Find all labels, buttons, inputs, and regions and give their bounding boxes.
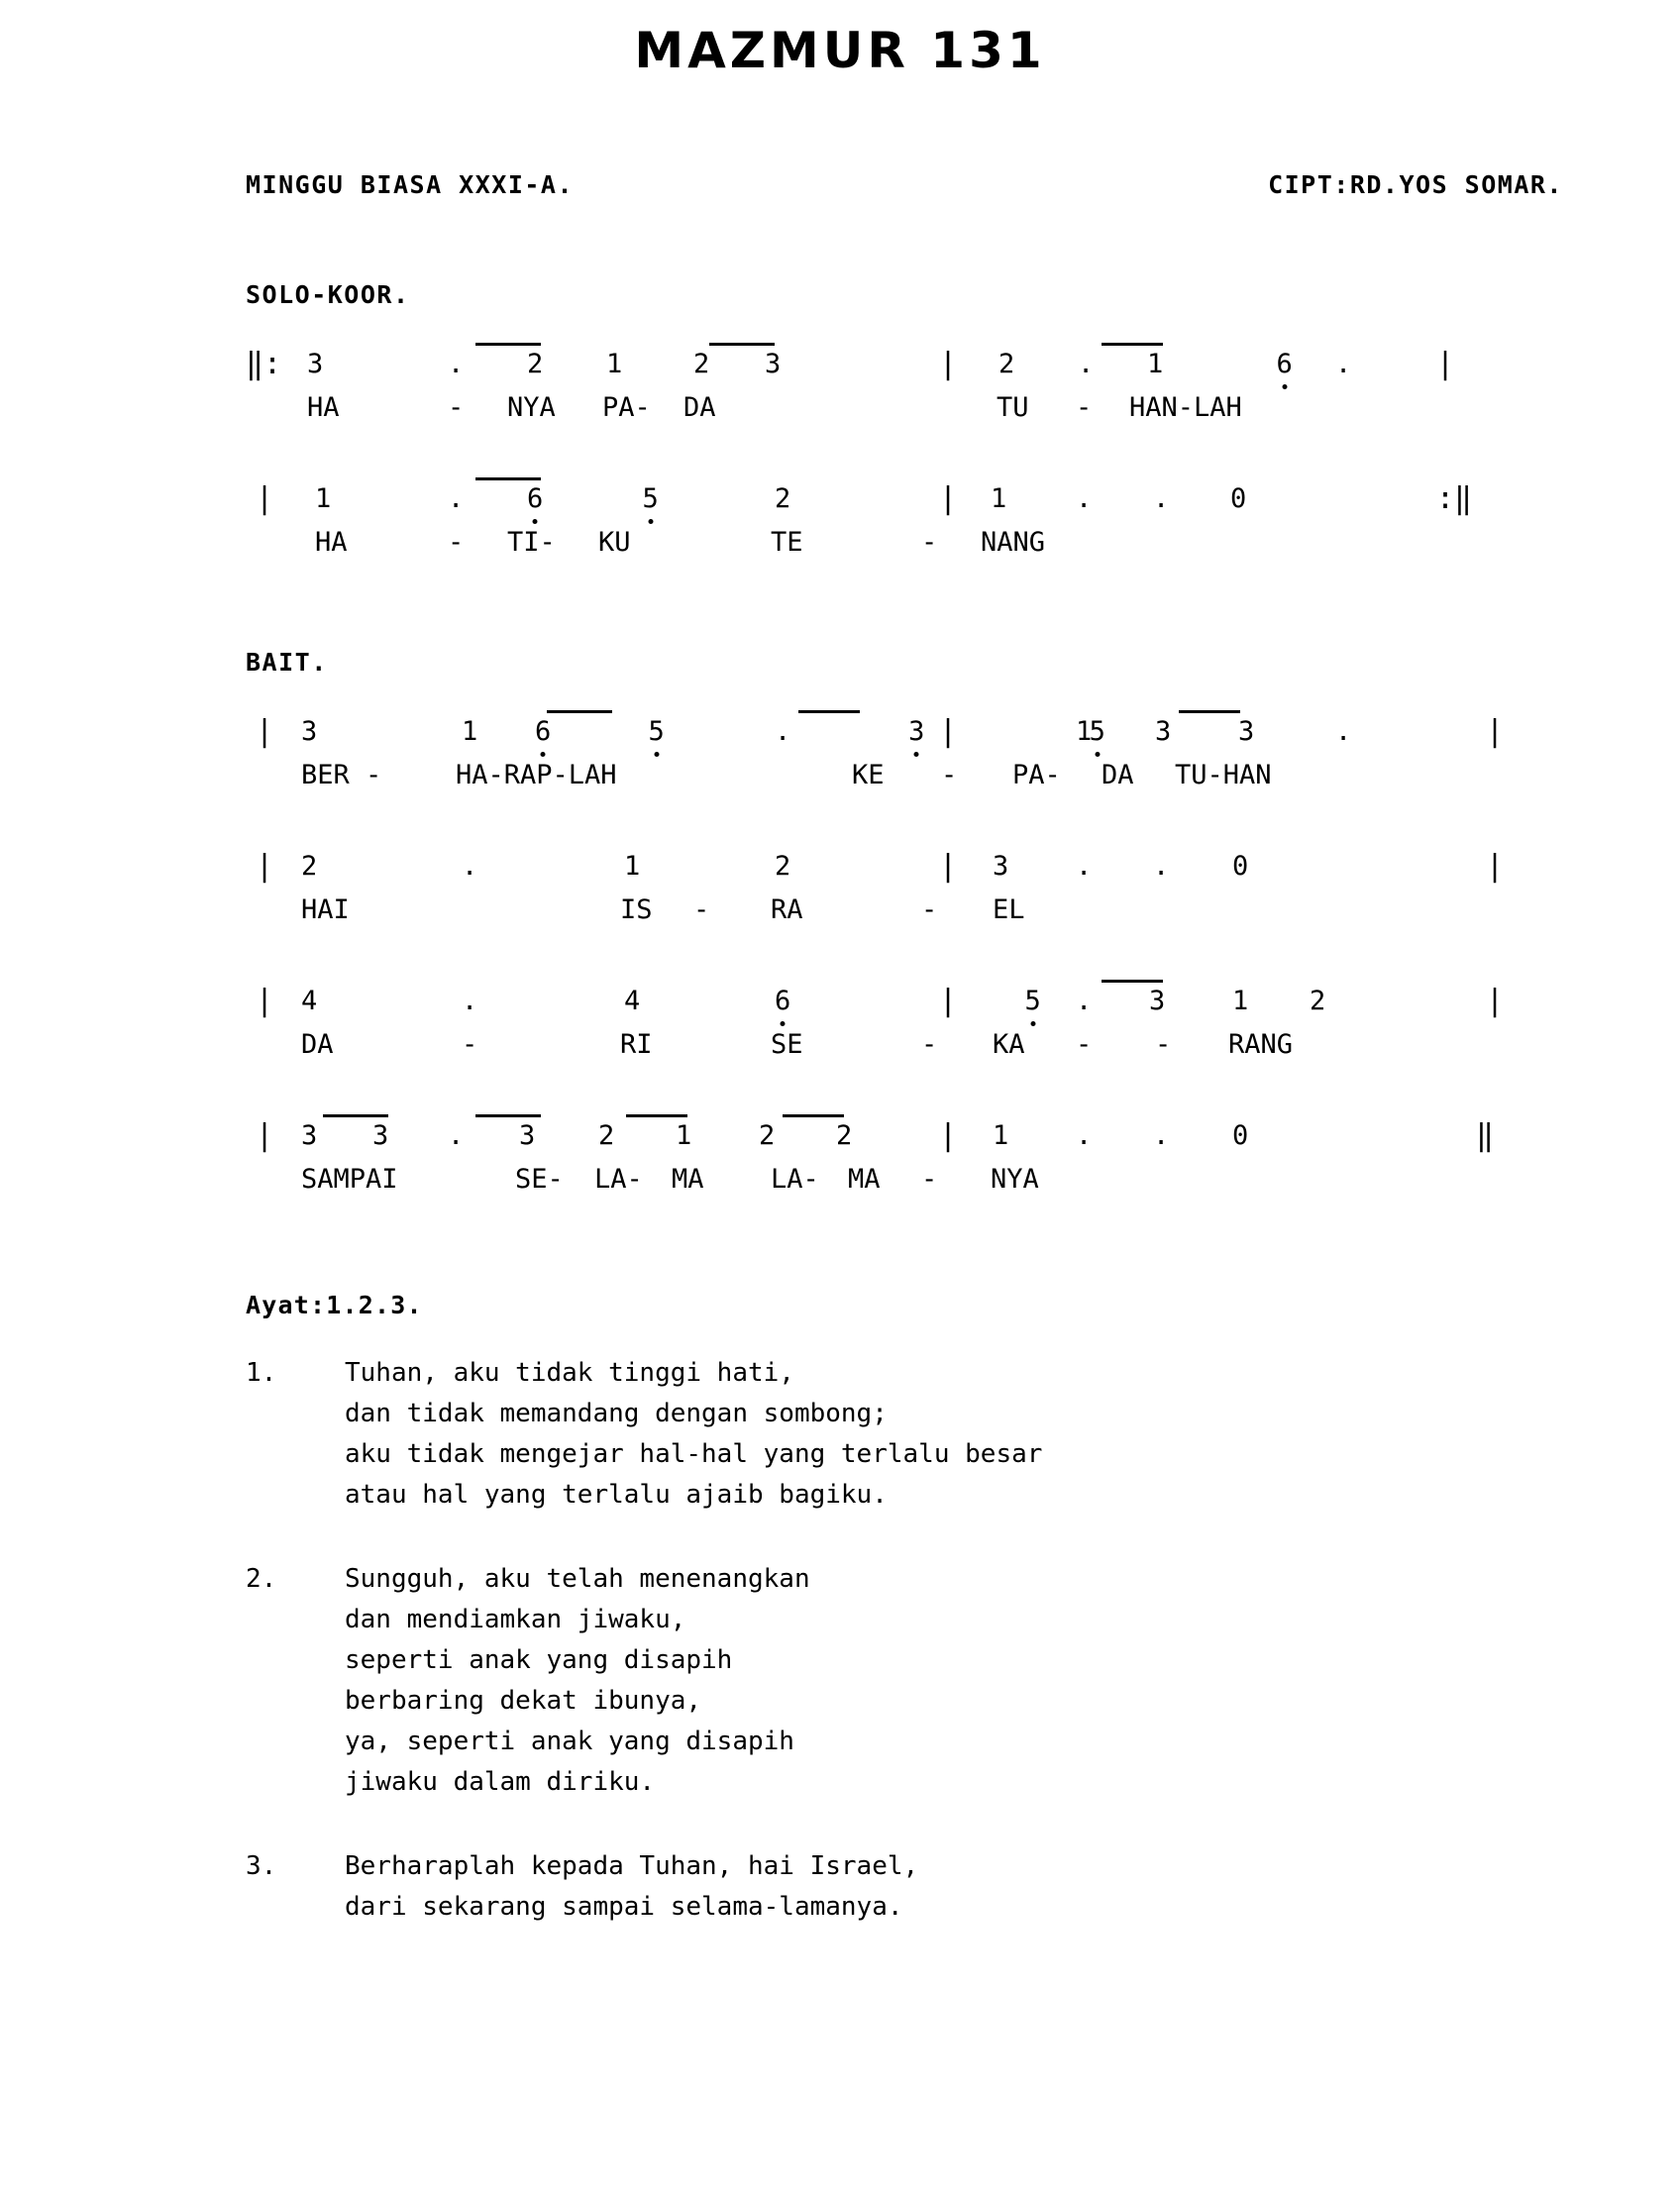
note: 3 bbox=[519, 1120, 536, 1151]
lyric: EL bbox=[993, 894, 1025, 925]
barline-start: ‖: bbox=[246, 347, 282, 381]
notes-row bbox=[0, 986, 1680, 1025]
note: 3 bbox=[1238, 716, 1255, 747]
note: 3 bbox=[301, 716, 318, 747]
verse-number: 1. bbox=[246, 1358, 277, 1388]
lyrics-row bbox=[0, 760, 1680, 799]
note: 5 bbox=[1025, 986, 1041, 1017]
lyric: SAMPAI bbox=[301, 1164, 398, 1195]
barline-end: ‖ bbox=[1476, 1118, 1495, 1153]
lyric: KU bbox=[598, 527, 631, 558]
composer-credit: CIPT:RD.YOS SOMAR. bbox=[1268, 170, 1563, 199]
verses-list bbox=[0, 1353, 1680, 1928]
stave-bait-line-1 bbox=[0, 716, 1680, 811]
lyrics-row bbox=[0, 392, 1680, 432]
lyric: RA bbox=[771, 894, 803, 925]
lyric: PA- bbox=[1012, 760, 1061, 790]
barline-end: | bbox=[1486, 984, 1505, 1018]
lyric: KA bbox=[993, 1029, 1025, 1060]
notes-row bbox=[0, 1120, 1680, 1160]
lyric: LA- bbox=[771, 1164, 819, 1195]
lyric: HA bbox=[307, 392, 340, 423]
note: 1 bbox=[606, 349, 623, 379]
barline-start: | bbox=[256, 481, 274, 516]
note: 1 bbox=[676, 1120, 692, 1151]
note: 6 bbox=[1277, 349, 1293, 380]
note: 2 bbox=[775, 483, 791, 514]
note: . bbox=[1076, 986, 1093, 1016]
lyric: - bbox=[448, 527, 465, 558]
stave-bait-line-4 bbox=[0, 1120, 1680, 1215]
note: 0 bbox=[1232, 851, 1249, 882]
note: . bbox=[1153, 1120, 1170, 1151]
note: . bbox=[448, 483, 465, 514]
note: 2 bbox=[527, 349, 544, 379]
note: 2 bbox=[693, 349, 710, 379]
lyric: TI- bbox=[507, 527, 556, 558]
note: 6 bbox=[527, 483, 543, 515]
note: . bbox=[775, 716, 791, 747]
note: 3 bbox=[1149, 986, 1166, 1016]
note: 3 bbox=[908, 716, 924, 748]
note: 1 bbox=[462, 716, 478, 747]
lyric: TU bbox=[997, 392, 1029, 423]
lyric: NANG bbox=[981, 527, 1046, 558]
note: 5 bbox=[649, 716, 665, 748]
barline-mid: | bbox=[939, 984, 958, 1018]
verse-line: atau hal yang terlalu ajaib bagiku. bbox=[345, 1480, 888, 1510]
page-title: MAZMUR 131 bbox=[634, 22, 1046, 79]
note: . bbox=[1076, 483, 1093, 514]
lyric: TE bbox=[771, 527, 803, 558]
barline-mid: | bbox=[939, 1118, 958, 1153]
section-label-bait: BAIT. bbox=[246, 648, 328, 677]
note: 2 bbox=[1310, 986, 1326, 1016]
verse-item bbox=[246, 1353, 1680, 1516]
lyric: - bbox=[462, 1029, 478, 1060]
barline-end: :‖ bbox=[1436, 481, 1473, 516]
lyrics-row bbox=[0, 1029, 1680, 1069]
note: 3 bbox=[993, 851, 1009, 882]
lyric: PA- bbox=[602, 392, 651, 423]
note: . bbox=[448, 349, 465, 379]
barline-start: | bbox=[256, 714, 274, 749]
stave-solo-line-1 bbox=[0, 349, 1680, 444]
verse-item bbox=[246, 1846, 1680, 1928]
note: 2 bbox=[301, 851, 318, 882]
lyrics-row bbox=[0, 527, 1680, 567]
song-sheet-page bbox=[0, 22, 1680, 2201]
note: 3 bbox=[1155, 716, 1172, 747]
note: 2 bbox=[775, 851, 791, 882]
note: . bbox=[1076, 851, 1093, 882]
note: . bbox=[462, 986, 478, 1016]
barline-mid: | bbox=[939, 481, 958, 516]
note: . bbox=[1153, 851, 1170, 882]
lyric: NYA bbox=[507, 392, 556, 423]
barline-mid: | bbox=[939, 849, 958, 884]
note: 5 bbox=[1090, 716, 1105, 748]
lyric: - bbox=[921, 527, 938, 558]
meta-row bbox=[0, 170, 1680, 199]
note: 6 bbox=[535, 716, 551, 748]
verse-line: berbaring dekat ibunya, bbox=[345, 1686, 702, 1716]
note: 6 bbox=[775, 986, 790, 1017]
verse-line: dari sekarang sampai selama-lamanya. bbox=[345, 1892, 903, 1922]
lyric: - bbox=[1076, 392, 1093, 423]
note: 1 bbox=[1147, 349, 1164, 379]
note: 2 bbox=[598, 1120, 615, 1151]
note: 2 bbox=[836, 1120, 853, 1151]
note: 1 bbox=[993, 1120, 1009, 1151]
note: 1 bbox=[315, 483, 332, 514]
stave-bait-line-2 bbox=[0, 851, 1680, 946]
notes-row bbox=[0, 349, 1680, 388]
lyric: TU-HAN bbox=[1175, 760, 1272, 790]
note: 5 bbox=[643, 483, 659, 515]
verse-number: 3. bbox=[246, 1851, 277, 1881]
lyric: DA bbox=[1102, 760, 1134, 790]
note: 1 bbox=[991, 483, 1007, 514]
lyric: BER - bbox=[301, 760, 382, 790]
verse-line: seperti anak yang disapih bbox=[345, 1645, 733, 1675]
verse-line: jiwaku dalam diriku. bbox=[345, 1767, 656, 1797]
lyric: SE- bbox=[515, 1164, 564, 1195]
lyrics-row bbox=[0, 894, 1680, 934]
note: 3 bbox=[307, 349, 324, 379]
note: . bbox=[1335, 716, 1352, 747]
note: 0 bbox=[1232, 1120, 1249, 1151]
lyric: - bbox=[921, 894, 938, 925]
ayat-label: Ayat:1.2.3. bbox=[246, 1291, 423, 1319]
note: . bbox=[1076, 1120, 1093, 1151]
lyric: SE bbox=[771, 1029, 803, 1060]
verse-number: 2. bbox=[246, 1564, 277, 1594]
verse-line: dan tidak memandang dengan sombong; bbox=[345, 1399, 888, 1428]
lyric: - bbox=[941, 760, 958, 790]
lyric: - bbox=[693, 894, 710, 925]
lyric: - bbox=[448, 392, 465, 423]
stave-solo-line-2 bbox=[0, 483, 1680, 578]
barline-end: | bbox=[1436, 347, 1455, 381]
verse-line: ya, seperti anak yang disapih bbox=[345, 1727, 794, 1756]
notes-row bbox=[0, 716, 1680, 756]
barline-end: | bbox=[1486, 714, 1505, 749]
lyric: - bbox=[921, 1164, 938, 1195]
verse-line: Berharaplah kepada Tuhan, hai Israel, bbox=[345, 1851, 919, 1881]
note: 1 bbox=[624, 851, 641, 882]
note: 4 bbox=[624, 986, 641, 1016]
notes-row bbox=[0, 851, 1680, 891]
barline-start: | bbox=[256, 1118, 274, 1153]
note: 3 bbox=[372, 1120, 389, 1151]
lyric: - bbox=[1155, 1029, 1172, 1060]
note: . bbox=[1078, 349, 1095, 379]
lyric: - bbox=[921, 1029, 938, 1060]
note: 2 bbox=[759, 1120, 776, 1151]
verse-item bbox=[246, 1559, 1680, 1803]
lyric: LA- bbox=[594, 1164, 643, 1195]
barline-end: | bbox=[1486, 849, 1505, 884]
note: 3 bbox=[301, 1120, 318, 1151]
lyric: DA bbox=[683, 392, 716, 423]
verse-line: Tuhan, aku tidak tinggi hati, bbox=[345, 1358, 794, 1388]
liturgical-note: MINGGU BIASA XXXI-A. bbox=[246, 170, 575, 199]
lyric: NYA bbox=[991, 1164, 1039, 1195]
note: 0 bbox=[1230, 483, 1247, 514]
lyric: - bbox=[1076, 1029, 1093, 1060]
note: . bbox=[462, 851, 478, 882]
lyric: KE bbox=[852, 760, 885, 790]
barline-start: | bbox=[256, 984, 274, 1018]
barline-mid: | bbox=[939, 714, 958, 749]
stave-bait-line-3 bbox=[0, 986, 1680, 1081]
verse-line: dan mendiamkan jiwaku, bbox=[345, 1605, 686, 1634]
note: . bbox=[1335, 349, 1352, 379]
barline-start: | bbox=[256, 849, 274, 884]
notes-row bbox=[0, 483, 1680, 523]
verse-line: aku tidak mengejar hal-hal yang terlalu besar bbox=[345, 1439, 1043, 1469]
note: 4 bbox=[301, 986, 318, 1016]
lyric: MA bbox=[848, 1164, 881, 1195]
note: . bbox=[448, 1120, 465, 1151]
lyric: MA bbox=[672, 1164, 704, 1195]
barline-mid: | bbox=[939, 347, 958, 381]
lyric: HAI bbox=[301, 894, 350, 925]
note: . bbox=[1153, 483, 1170, 514]
lyric: RANG bbox=[1228, 1029, 1294, 1060]
note: 3 bbox=[765, 349, 782, 379]
lyric: HA bbox=[315, 527, 348, 558]
verse-line: Sungguh, aku telah menenangkan bbox=[345, 1564, 810, 1594]
lyric: RI bbox=[620, 1029, 653, 1060]
lyric: HAN-LAH bbox=[1129, 392, 1242, 423]
note: 1 bbox=[1076, 716, 1093, 747]
lyrics-row bbox=[0, 1164, 1680, 1204]
lyric: IS bbox=[620, 894, 653, 925]
lyric: HA-RAP-LAH bbox=[456, 760, 617, 790]
lyric: DA bbox=[301, 1029, 334, 1060]
note: 1 bbox=[1232, 986, 1249, 1016]
note: 2 bbox=[998, 349, 1015, 379]
section-label-solo: SOLO-KOOR. bbox=[246, 280, 410, 309]
